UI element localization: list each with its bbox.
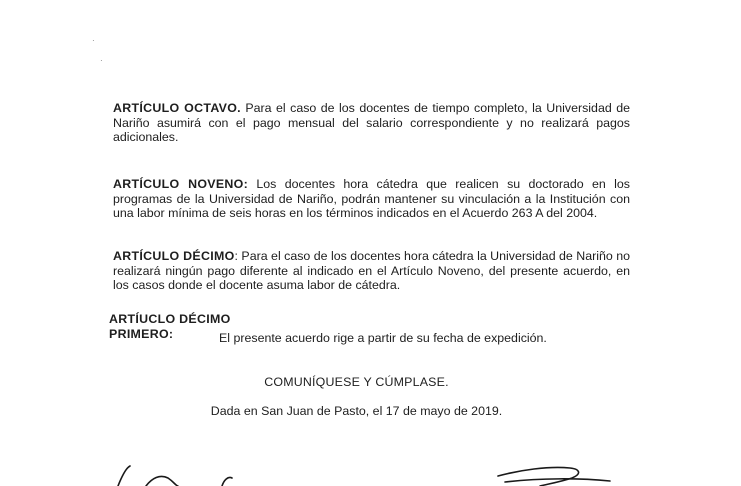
article-eighth-text: Para el caso de los docentes de tiempo completo, la Universidad de Nariño asumirá con el pago mensual del salario correspondiente y no realizará pagos adicionales. [113,101,630,145]
signature-right-line [505,479,610,482]
article-tenth-text: : Para el caso de los docentes hora cátedra la Universidad de Nariño no realizará ningún pago diferente al indicado en el Artículo Noveno, del presente acuerdo, en los casos donde el docente asuma labor de cátedra. [113,249,631,293]
signature-right-loop [498,467,579,486]
signature-left-loop [146,476,178,486]
article-tenth-heading: ARTÍCULO DÉCIMO [113,249,235,263]
article-eleventh-heading-line2: PRIMERO: [109,326,174,341]
article-eleventh-heading [109,312,231,341]
article-eighth-heading: ARTÍCULO OCTAVO. [113,101,241,115]
signature-left-stroke [118,466,130,486]
article-eighth [113,101,630,145]
date-place-line: Dada en San Juan de Pasto, el 17 de mayo de 2019. [210,404,503,418]
article-ninth [113,177,630,221]
article-ninth-heading: ARTÍCULO NOVENO: [113,177,249,191]
closing-formula: COMUNÍQUESE Y CÚMPLASE. [264,375,449,389]
article-ninth-text: Los docentes hora cátedra que realicen su doctorado en los programas de la Universidad de Nariño, podrán mantener su vinculación a la Institución con una labor mínima de seis horas en los términos indicados en el Acuerdo 263 A del 2004. [113,177,630,221]
signature-left-tail [222,477,232,486]
scan-speck: · [92,36,95,45]
article-eleventh-heading-line1: ARTÍUCLO DÉCIMO [109,312,231,326]
scan-speck: · [100,56,103,65]
article-tenth [113,249,630,293]
article-eleventh-text: El presente acuerdo rige a partir de su fecha de expedición. [219,331,547,345]
